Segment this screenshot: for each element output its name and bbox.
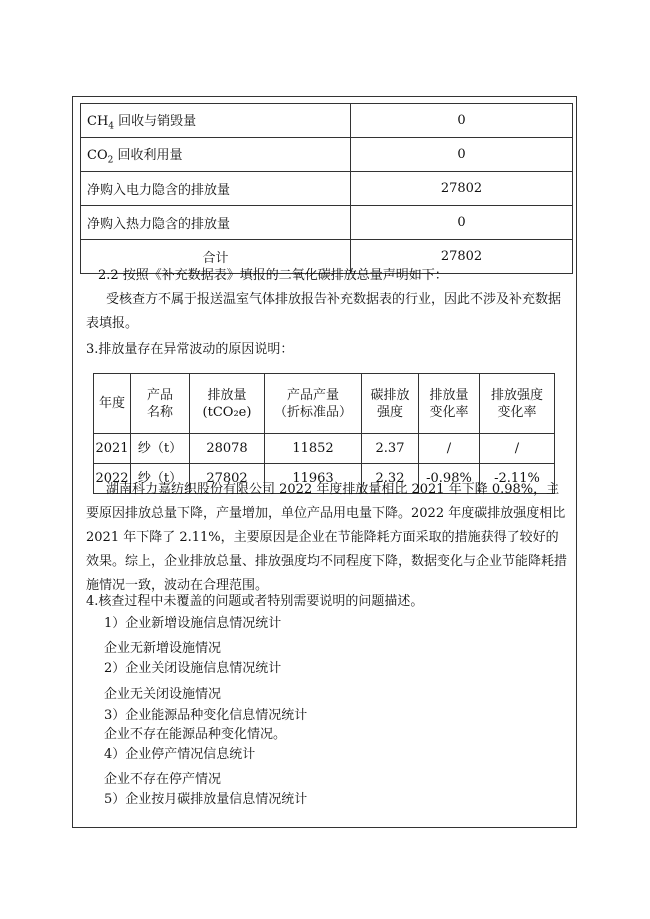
table-row [81,172,573,206]
row-label: $CO_2$ 回收利用量 [81,138,351,172]
cell: 2.32 [362,464,419,494]
section-3-body: 湖南科力嘉纺织股份有限公司 2022 年度排放量相比 2021 年下降 0.98%，主要原因排放总量下降，产量增加，单位产品用电量下降。2022 年度碳排放强度相比 2021 年下降了 2.11%，主要原因是企业在节能降耗方面采取的措施获得了较好的效果。综上，企业排放总量、排放强度均不同程度下降，数据变化与企业节能降耗措施情况一致，波动在合理范围。 [86,482,570,593]
header-cell: 产品产量 （折标准品） [265,374,362,434]
header-cell: 年度 [94,374,131,434]
table-row [81,138,573,172]
cell: 纱（t） [131,434,190,464]
cell: / [480,434,555,464]
cell: 2021 [94,434,131,464]
row-label: 净购入电力隐含的排放量 [81,172,351,206]
row-label: 净购入热力隐含的排放量 [81,206,351,240]
table-row [81,104,573,138]
emission-variation-table [93,373,555,494]
total-value: 27802 [351,240,573,274]
cell: 11963 [265,464,362,494]
section-4-item-note: 企业无关闭设施情况 [104,687,222,702]
header-cell: 碳排放 强度 [362,374,419,434]
section-4-item-note: 企业不存在停产情况 [104,772,222,787]
cell: -0.98% [419,464,480,494]
table-header-row [94,374,555,434]
header-cell: 排放量 (tCO₂e) [190,374,265,434]
table-row [81,206,573,240]
table-row [94,434,555,464]
row-value: 0 [351,206,573,240]
section-4-heading: 4.核查过程中未覆盖的问题或者特别需要说明的问题描述。 [86,594,424,609]
header-cell: 产品 名称 [131,374,190,434]
section-4-item-title: 5）企业按月碳排放量信息情况统计 [104,792,308,807]
section-2-2-body: 受核查方不属于报送温室气体排放报告补充数据表的行业，因此不涉及补充数据表填报。 [86,292,562,331]
cell: -2.11% [480,464,555,494]
section-4-item-title: 2）企业关闭设施信息情况统计 [104,661,282,676]
cell: 28078 [190,434,265,464]
header-cell: 排放强度 变化率 [480,374,555,434]
row-value: 27802 [351,172,573,206]
header-cell: 排放量 变化率 [419,374,480,434]
total-label: 合计 [81,240,351,274]
cell: 11852 [265,434,362,464]
cell: / [419,434,480,464]
row-value: 0 [351,104,573,138]
section-4-item-title: 4）企业停产情况信息统计 [104,747,256,762]
cell: 纱（t） [131,464,190,494]
section-4-item-title: 1）企业新增设施信息情况统计 [104,616,282,631]
cell: 27802 [190,464,265,494]
cell: 2.37 [362,434,419,464]
section-4-item-note: 企业不存在能源品种变化情况。 [104,727,287,742]
emissions-summary-table [80,103,573,274]
row-label: $CH_4$ 回收与销毁量 [81,104,351,138]
section-3-heading: 3.排放量存在异常波动的原因说明： [86,342,294,357]
row-value: 0 [351,138,573,172]
section-2-2-heading: 2.2 按照《补充数据表》填报的二氧化碳排放总量声明如下： [98,268,448,283]
section-4-item-title: 3）企业能源品种变化信息情况统计 [104,708,308,723]
section-4-item-note: 企业无新增设施情况 [104,641,222,656]
cell: 2022 [94,464,131,494]
